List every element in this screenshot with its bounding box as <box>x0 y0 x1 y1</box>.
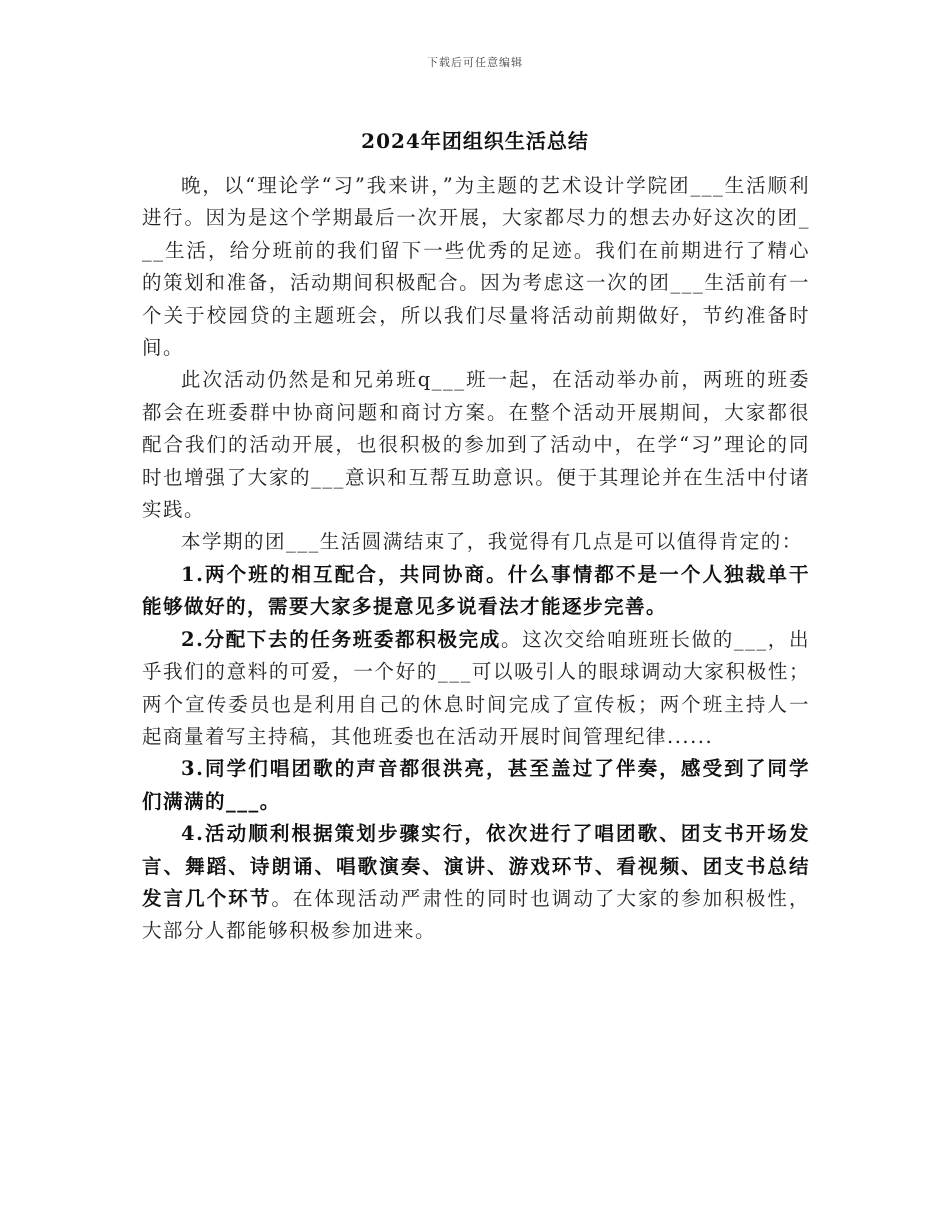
paragraph-intro: 晚，以“理论学“习”我来讲，”为主题的艺术设计学院团___生活顺利进行。因为是这个学期最后一次开展，大家都尽力的想去办好这次的团___生活，给分班前的我们留下一些优秀的足迹。我们在前期进行了精心的策划和准备，活动期间积极配合。因为考虑这一次的团___生活前有一个关于校园贷的主题班会，所以我们尽量将活动前期做好，节约准备时间。 <box>142 174 810 360</box>
list-item-4-heading: 4.活动顺利根据策划步骤实行，依次进行了唱团歌、团支书开场发言、舞蹈、诗朗诵、唱歌演奏、演讲、游戏环节、看视频、团支书总结发言几个环节 <box>142 822 810 910</box>
list-item-1: 1.两个班的相互配合，共同协商。什么事情都不是一个人独裁单干能够做好的，需要大家多提意见多说看法才能逐步完善。 <box>142 562 810 619</box>
list-item-4 <box>142 818 810 948</box>
paragraph-activity: 此次活动仍然是和兄弟班q___班一起，在活动举办前，两班的班委都会在班委群中协商问题和商讨方案。在整个活动开展期间，大家都很配合我们的活动开展，也很积极的参加到了活动中，在学“习”理论的同时也增强了大家的___意识和互帮互助意识。便于其理论并在生活中付诸实践。 <box>142 368 810 522</box>
list-item-3: 3.同学们唱团歌的声音都很洪亮，甚至盖过了伴奏，感受到了同学们满满的___。 <box>142 757 810 813</box>
header-note: 下载后可任意编辑 <box>427 56 523 69</box>
paragraph-summary-lead: 本学期的团___生活圆满结束了，我觉得有几点是可以值得肯定的： <box>181 530 803 554</box>
list-item-2 <box>142 624 810 754</box>
list-item-4-body: 。在体现活动严肃性的同时也调动了大家的参加积极性，大部分人都能够积极参加进来。 <box>142 886 810 943</box>
page-title: 2024年团组织生活总结 <box>361 129 589 153</box>
list-item-2-body: 。这次交给咱班班长做的___，出乎我们的意料的可爱，一个好的___可以吸引人的眼球调动大家积极性；两个宣传委员也是利用自己的休息时间完成了宣传板；两个班主持人一起商量着写主持稿，其他班委也在活动开展时间管理纪律...... <box>142 627 810 748</box>
document-body <box>142 170 810 948</box>
list-item-2-heading: 2.分配下去的任务班委都积极完成 <box>181 627 501 651</box>
